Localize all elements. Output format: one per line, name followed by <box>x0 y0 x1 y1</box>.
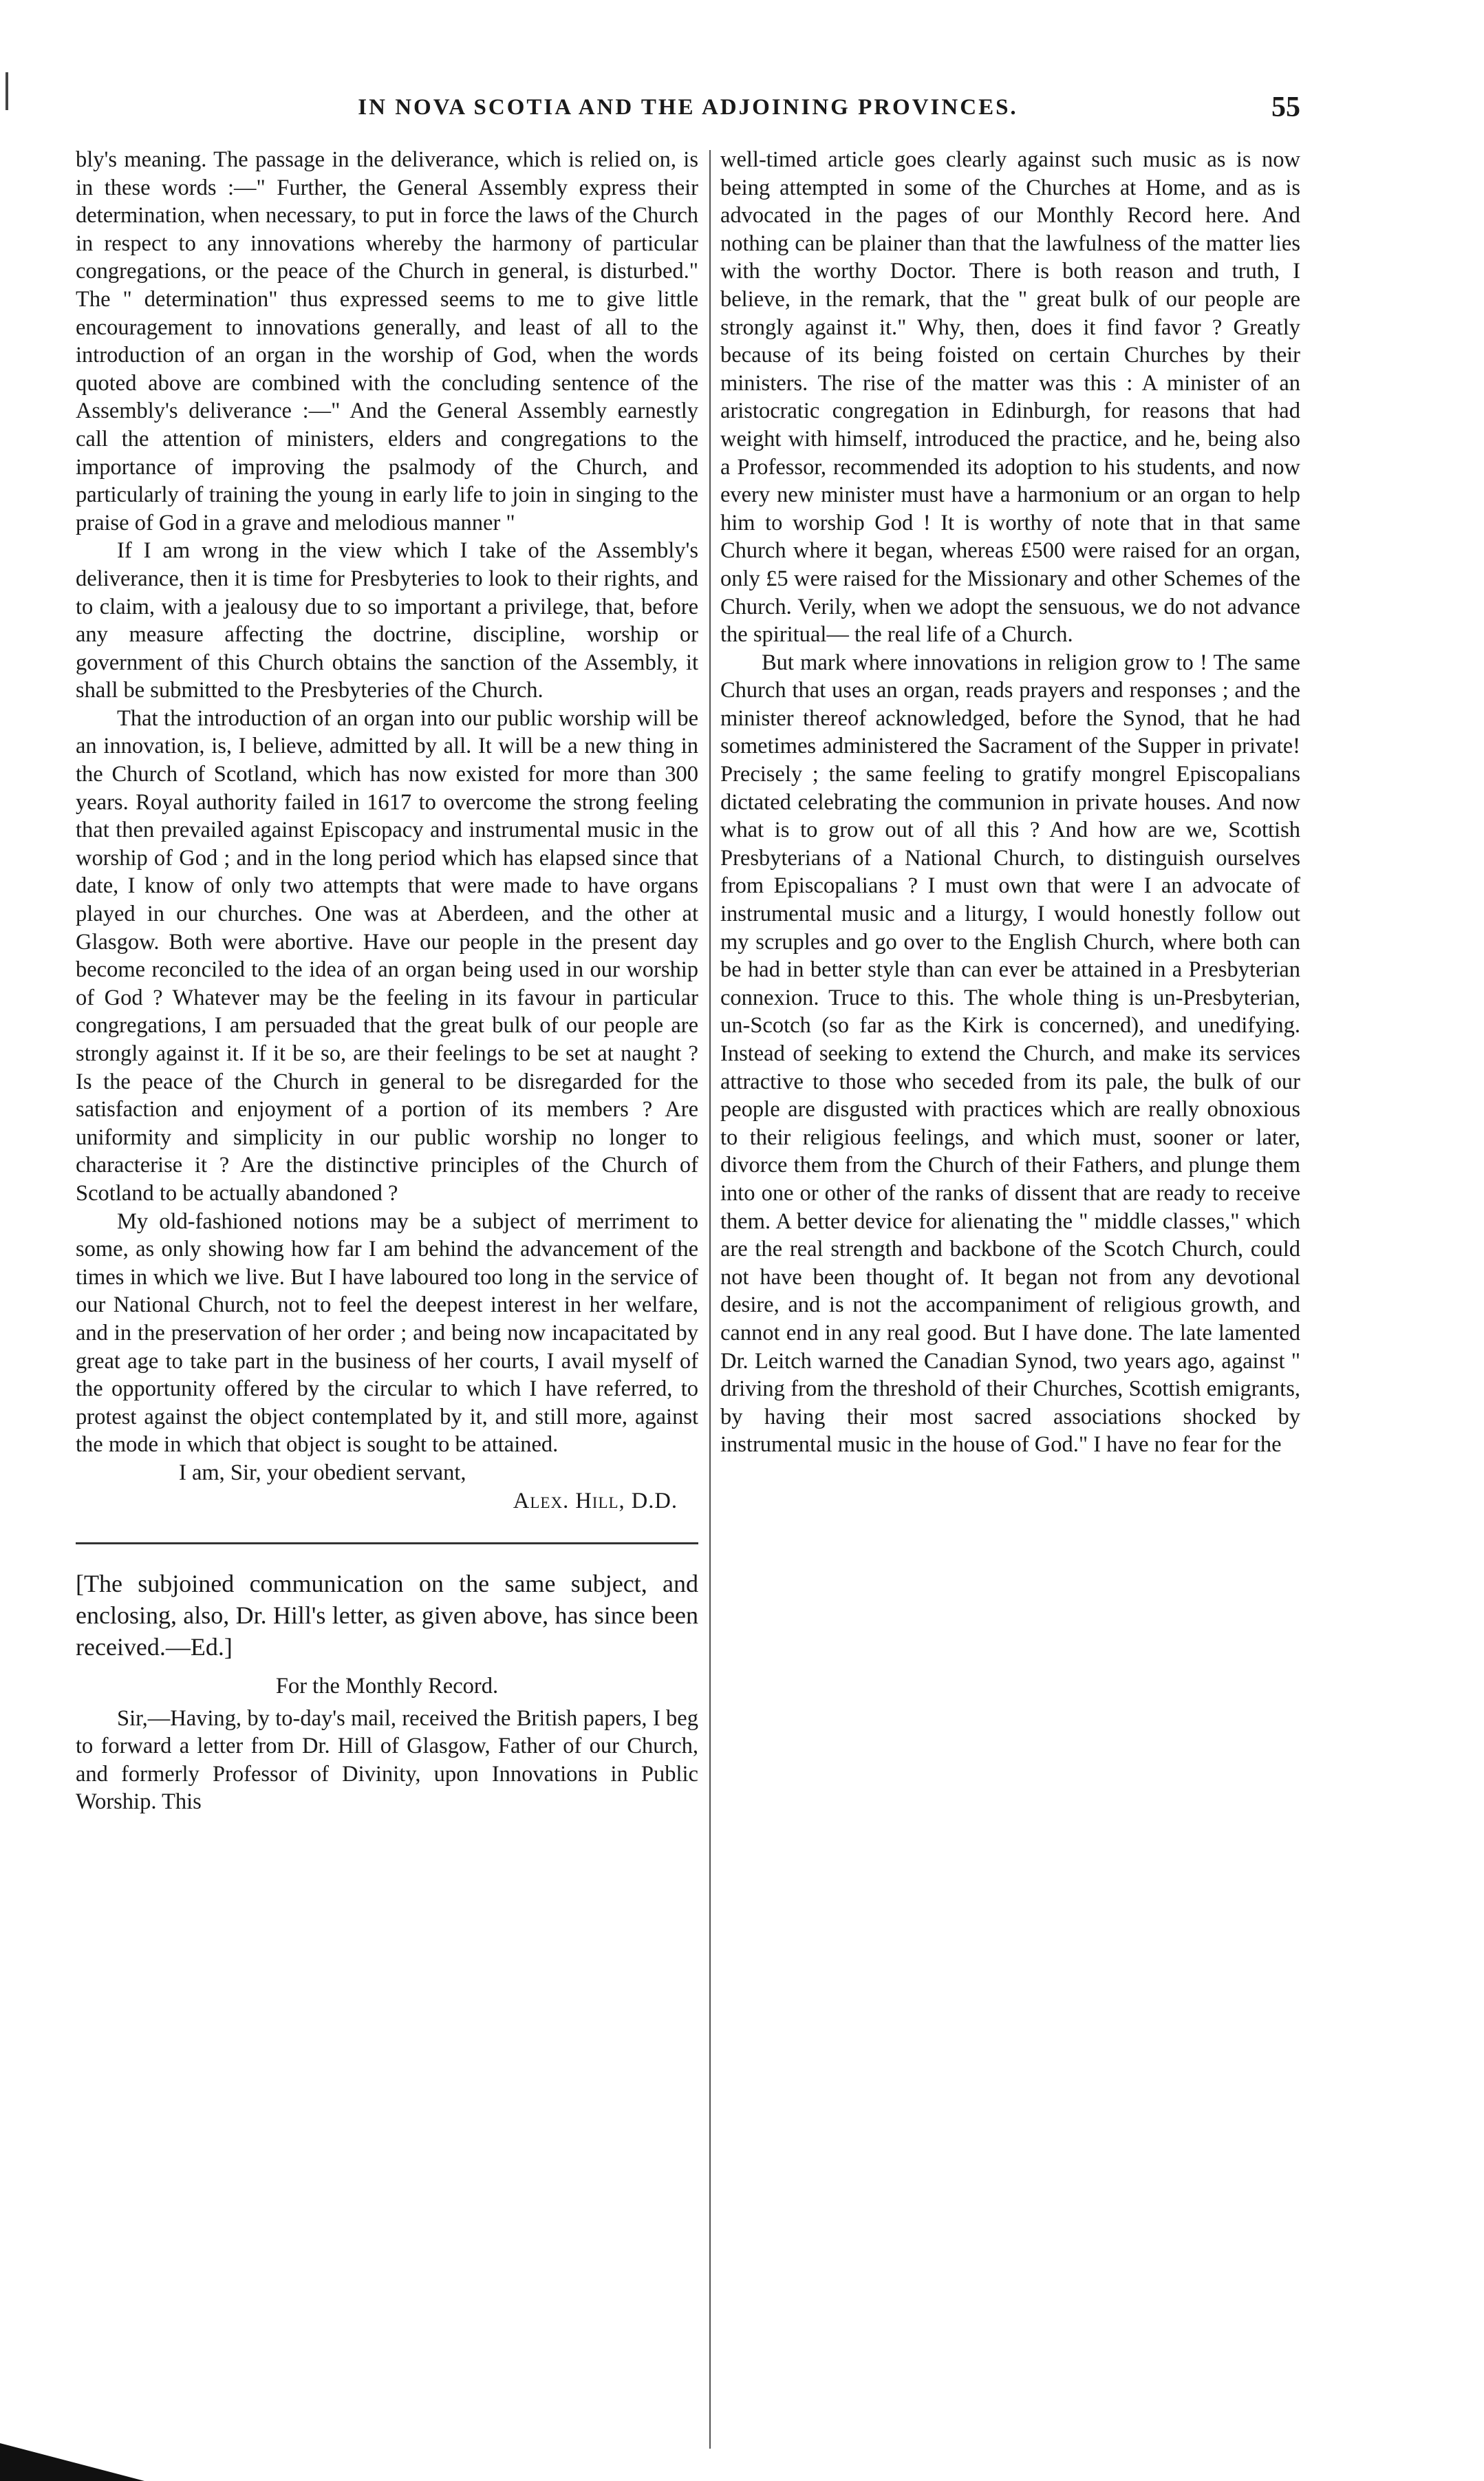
paragraph: If I am wrong in the view which I take of the Assembly's deliverance, then it is time for Presbyteries to look to their rights, and to claim, with a jealousy due to so important a privilege, that, before any measure affecting the doctrine, discipline, worship or government of this Church obtains the sanction of the Assembly, it shall be submitted to the Presbyteries of the Church. <box>76 538 698 703</box>
binding-edge-mark <box>6 72 8 110</box>
section-divider <box>76 1542 698 1544</box>
right-column <box>720 146 1300 1459</box>
section-heading: For the Monthly Record. <box>275 1674 499 1699</box>
column-rule <box>709 150 711 2449</box>
paragraph: That the introduction of an organ into our public worship will be an innovation, is, I believe, admitted by all. It will be a new thing in the Church of Scotland, which has now existed for more than 300 years. Royal authority failed in 1617 to overcome the strong feeling that then prevailed against Episcopacy and instrumental music in the worship of God ; and in the long period which has elapsed since that date, I know of only two attempts that were made to have organs played in our churches. One was at Aberdeen, and the other at Glasgow. Both were abortive. Have our people in the present day become reconciled to the idea of an organ being used in our worship of God ? Whatever may be the feeling in its favour in particular congregations, I am persuaded that the great bulk of our people are strongly against it. If it be so, are their feelings to be set at naught ? Is the peace of the Church in general to be disregarded for the satisfaction and enjoyment of a portion of its members ? Are uniformity and simplicity in our public worship no longer to characterise it ? Are the distinctive principles of the Church of Scotland to be actually abandoned ? <box>76 705 698 1206</box>
left-column <box>76 146 698 1816</box>
editor-note: [The subjoined communication on the same subject, and enclosing, also, Dr. Hill's letter, as given above, has since been received.—Ed.] <box>76 1570 698 1661</box>
paragraph: My old-fashioned notions may be a subject of merriment to some, as only showing how far I am behind the advancement of the times in which we live. But I have laboured too long in the service of our National Church, not to feel the deepest interest in her welfare, and in the preservation of her order ; and being now incapacitated by great age to take part in the business of her courts, I avail myself of the opportunity offered by the circular to which I have referred, to protest against the object contemplated by it, and still more, against the mode in which that object is sought to be attained. <box>76 1208 698 1458</box>
paragraph: well-timed article goes clearly against such music as is now being attempted in some of the Churches at Home, and as is advocated in the pages of our Monthly Record here. And nothing can be plainer than that the lawfulness of the matter lies with the worthy Doctor. There is both reason and truth, I believe, in the remark, that the " great bulk of our people are strongly against it." Why, then, does it find favor ? Greatly because of its being foisted on certain Churches by their ministers. The rise of the matter was this : A minister of an aristocratic congregation in Edinburgh, for reasons that had weight with himself, introduced the practice, and he, being also a Professor, recommended its adoption to his students, and now every new minister must have a harmonium or an organ to help him to worship God ! It is worthy of note that in that same Church where it began, whereas £500 were raised for an organ, only £5 were raised for the Missionary and other Schemes of the Church. Verily, when we adopt the sensuous, we do not advance the spiritual— the real life of a Church. <box>720 147 1300 648</box>
page-number: 55 <box>1271 92 1300 123</box>
running-title: IN NOVA SCOTIA AND THE ADJOINING PROVINCES. <box>358 95 1018 120</box>
letter-signoff: I am, Sir, your obedient servant, <box>179 1460 466 1485</box>
paragraph: But mark where innovations in religion grow to ! The same Church that uses an organ, reads prayers and responses ; and the minister thereof acknowledged, before the Synod, that he had sometimes administered the Sacrament of the Supper in private! Precisely ; the same feeling to gratify mongrel Episcopalians dictated celebrating the communion in private houses. And now what is to grow out of all this ? And how are we, Scottish Presbyterians of a National Church, to distinguish ourselves from Episcopalians ? I must own that were I an advocate of instrumental music and a liturgy, I would honestly follow out my scruples and go over to the English Church, where both can be had in better style than can ever be attained in a Presbyterian connexion. Truce to this. The whole thing is un-Presbyterian, un-Scotch (so far as the Kirk is concerned), and unedifying. Instead of seeking to extend the Church, and make its services attractive to those who seceded from its pale, the bulk of our people are disgusted with practices which are really obnoxious to their religious feelings, and which must, sooner or later, divorce them from the Church of their Fathers, and plunge them into one or other of the ranks of dissent that are ready to receive them. A better device for alienating the " middle classes," which are the real strength and backbone of the Scotch Church, could not have been thought of. It began not from any devotional desire, and is not the accompaniment of religious growth, and cannot end in any real good. But I have done. The late lamented Dr. Leitch warned the Canadian Synod, two years ago, against " driving from the threshold of their Churches, Scottish emigrants, by having their most sacred associations shocked by instrumental music in the house of God." I have no fear for the <box>720 650 1300 1458</box>
paragraph: bly's meaning. The passage in the deliverance, which is relied on, is in these words :—" Further, the General Assembly express their determination, when necessary, to put in force the laws of the Church in respect to any innovations whereby the harmony of particular congregations, or the peace of the Church in general, is disturbed." The " determination" thus expressed seems to me to give little encouragement to innovations generally, and least of all to the introduction of an organ in the worship of God, when the words quoted above are combined with the concluding sentence of the Assembly's deliverance :—" And the General Assembly earnestly call the attention of ministers, elders and congregations to the importance of improving the psalmody of the Church, and particularly of training the young in early life to join in singing to the praise of God in a grave and melodious manner " <box>76 147 698 535</box>
paragraph: Sir,—Having, by to-day's mail, received the British papers, I beg to forward a letter from Dr. Hill of Glasgow, Father of our Church, and formerly Professor of Divinity, upon Innovations in Public Worship. This <box>76 1705 698 1815</box>
running-head <box>76 92 1300 136</box>
corner-scan-mark <box>0 2443 144 2481</box>
letter-signature: Alex. Hill, D.D. <box>513 1488 678 1513</box>
